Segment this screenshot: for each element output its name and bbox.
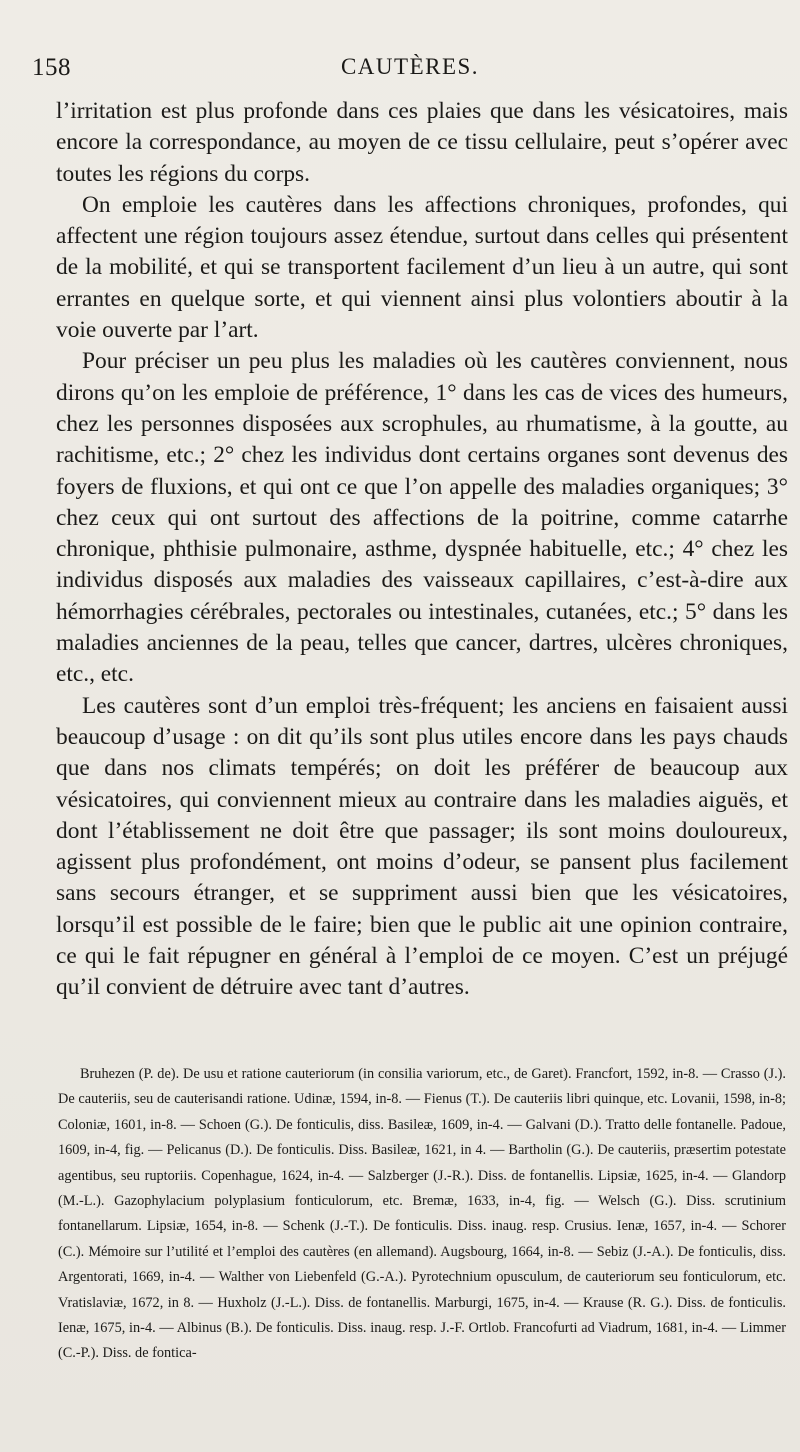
paragraph-indications: Pour préciser un peu plus les maladies où les cautères conviennent, nous dirons qu’on les emploie de préférence, 1° dans les cas de vices des humeurs, chez les personnes disposées aux scrophules, au rhumatisme, à la goutte, au rachitisme, etc.; 2° chez les individus dont certains organes sont devenus des foyers de fluxions, et qui ont ce que l’on appelle des maladies organiques; 3° chez ceux qui ont surtout des affections de la poitrine, comme catarrhe chronique, phthisie pulmonaire, asthme, dyspnée habituelle, etc.; 4° chez les individus disposés aux maladies des vaisseaux capillaires, c’est-à-dire aux hémorrhagies cérébrales, pectorales ou intestinales, cutanées, etc.; 5° dans les maladies anciennes de la peau, telles que cancer, dartres, ulcères chroniques, etc., etc. xyxy=(56,348,788,688)
running-title: CAUTÈRES. xyxy=(340,54,480,79)
bibliography-text: Bruhezen (P. de). De usu et ratione cauteriorum (in consilia variorum, etc., de Garet). Francfort, 1592, in-8. — Crasso (J.). De cauteriis, seu de cauterisandi ratione. Udinæ, 1594, in-8. — Fienus (T.). De cauteriis libri quinque, etc. Lovanii, 1598, in-8; Coloniæ, 1601, in-8. — Schoen (G.). De fonticulis, diss. Basileæ, 1609, in-4. — Galvani (D.). Tratto delle fontanelle. Padoue, 1609, in-4, fig. — Pelicanus (D.). De fonticulis. Diss. Basileæ, 1621, in 4. — Bartholin (G.). De cauteriis, præsertim potestate agentibus, seu ruptoriis. Copenhague, 1624, in-4. — Salzberger (J.-R.). Diss. de fontanellis. Lipsiæ, 1625, in-4. — Glandorp (M.-L.). Gazophylacium polyplasium fonticulorum, etc. Bremæ, 1633, in-4, fig. — Welsch (G.). Diss. scrutinium fontanellarum. Lipsiæ, 1654, in-8. — Schenk (J.-T.). De fonticulis. Diss. inaug. resp. Crusius. Ienæ, 1657, in-4. — Schorer (C.). Mémoire sur l’utilité et l’emploi des cautères (en allemand). Augsbourg, 1664, in-8. — Sebiz (J.-A.). De fonticulis, diss. Argentorati, 1669, in-4. — Walther von Liebenfeld (G.-A.). Pyrotechnium opusculum, de cauteriorum seu fonticulorum, etc. Vratislaviæ, 1672, in 8. — Huxholz (J.-L.). Diss. de fontanellis. Marburgi, 1675, in-4. — Krause (R. G.). Diss. de fonticulis. Ienæ, 1675, in-4. — Albinus (B.). De fonticulis. Diss. inaug. resp. J.-F. Ortlob. Francofurti ad Viadrum, 1681, in-4. — Limmer (C.-P.). Diss. de fontica- xyxy=(58,1066,786,1362)
paragraph-usage: On emploie les cautères dans les affections chroniques, profondes, qui affectent une région toujours assez étendue, surtout dans celles qui présentent de la mobilité, et qui se transportent facilement d’un lieu à un autre, qui sont errantes en quelque sorte, et qui viennent ainsi plus volontiers aboutir à la voie ouverte par l’art. xyxy=(56,191,788,344)
page-number: 158 xyxy=(32,54,71,81)
paragraph-continuation: l’irritation est plus profonde dans ces plaies que dans les vésicatoires, mais encore la correspondance, au moyen de ce tissu cellulaire, peut s’opérer avec toutes les régions du corps. xyxy=(56,98,788,187)
page-header xyxy=(32,54,788,92)
main-text xyxy=(56,96,788,1004)
paragraph-advantages: Les cautères sont d’un emploi très-fréquent; les anciens en faisaient aussi beaucoup d’usage : on dit qu’ils sont plus utiles encore dans les pays chauds que dans nos climats tempérés; on doit les préférer de beaucoup aux vésicatoires, qui conviennent mieux au contraire dans les maladies aiguës, et dont l’établissement ne doit être que passager; ils sont moins douloureux, agissent plus profondément, ont moins d’odeur, se pansent plus facilement sans secours étranger, et se suppriment aussi bien que les vésicatoires, lorsqu’il est possible de le faire; bien que le public ait une opinion contraire, ce qui le fait répugner en général à l’emploi de ce moyen. C’est un préjugé qu’il convient de détruire avec tant d’autres. xyxy=(56,692,788,1001)
bibliography xyxy=(58,1062,786,1367)
